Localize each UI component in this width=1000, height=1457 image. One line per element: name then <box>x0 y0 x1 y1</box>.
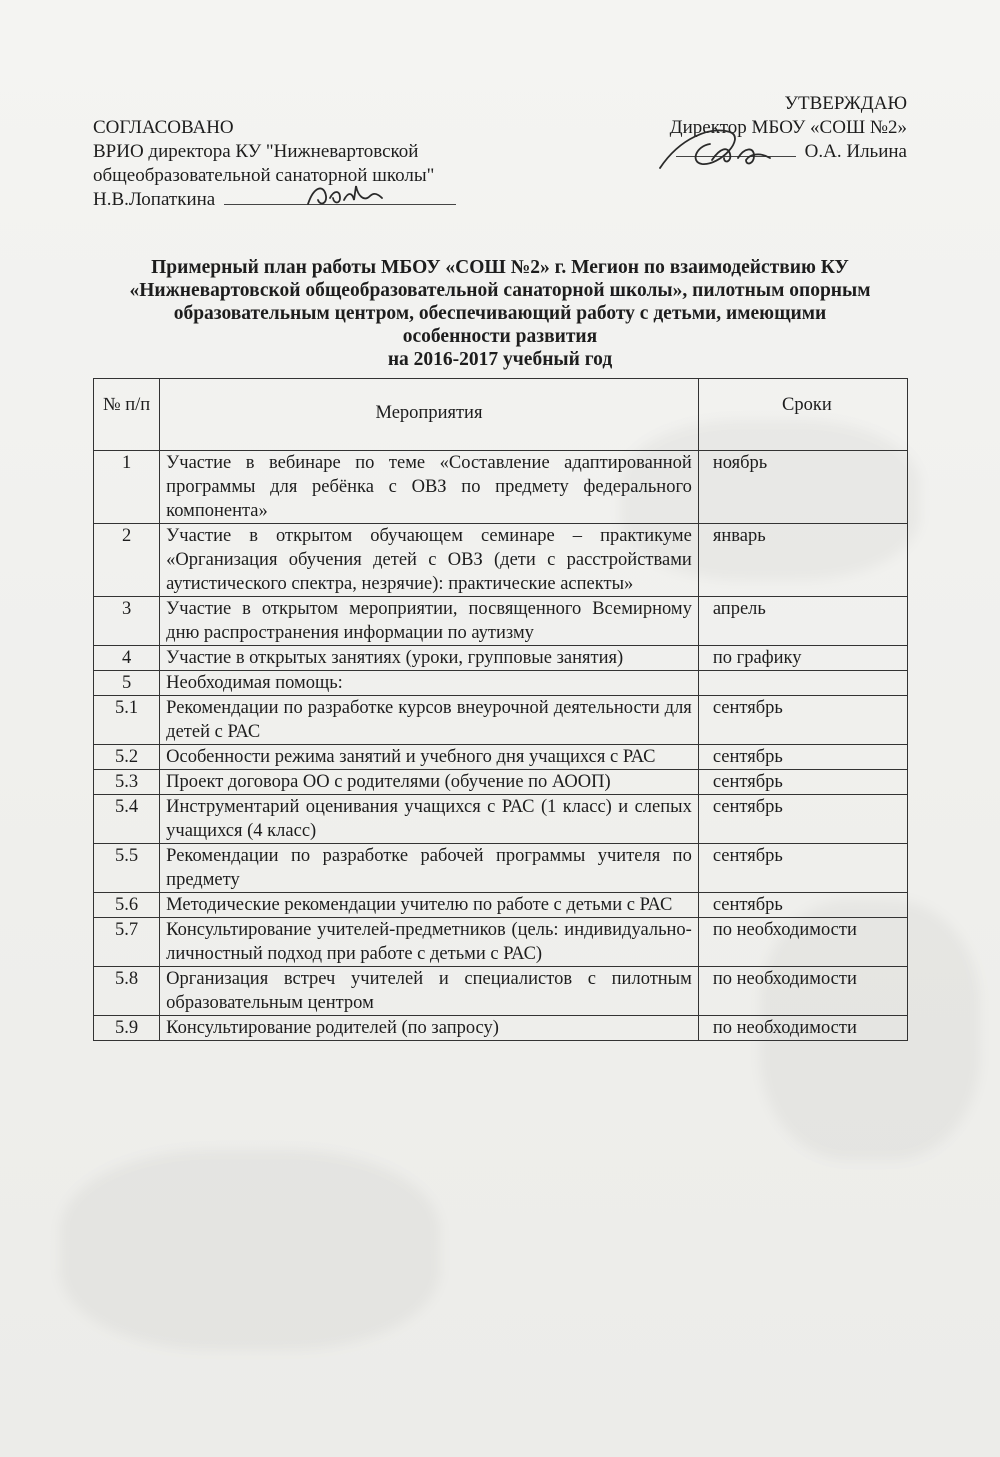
approved-signer-name: О.А. Ильина <box>804 141 907 162</box>
agreed-position-line2: общеобразовательной санаторной школы" <box>93 165 435 186</box>
row-number: 5.4 <box>94 795 160 844</box>
title-line-1: Примерный план работы МБОУ «СОШ №2» г. Мегион по взаимодействию КУ <box>151 257 849 278</box>
row-number: 1 <box>94 451 160 524</box>
row-activity: Участие в открытом мероприятии, посвященного Всемирному дню распространения информации по аутизму <box>160 597 699 646</box>
row-activity: Рекомендации по разработке курсов внеурочной деятельности для детей с РАС <box>160 696 699 745</box>
row-activity: Консультирование родителей (по запросу) <box>160 1016 699 1041</box>
row-number: 3 <box>94 597 160 646</box>
row-number: 4 <box>94 646 160 671</box>
row-activity: Методические рекомендации учителю по работе с детьми с РАС <box>160 893 699 918</box>
row-activity: Рекомендации по разработке рабочей программы учителя по предмету <box>160 844 699 893</box>
row-date: январь <box>698 524 907 597</box>
header-dates: Сроки <box>698 379 907 451</box>
table-row <box>94 671 908 696</box>
table-row <box>94 451 908 524</box>
approval-block-agreed <box>93 116 493 212</box>
table-row <box>94 967 908 1016</box>
row-activity: Организация встреч учителей и специалистов с пилотным образовательным центром <box>160 967 699 1016</box>
approved-heading: УТВЕРЖДАЮ <box>784 93 907 114</box>
row-number: 5.9 <box>94 1016 160 1041</box>
row-activity: Участие в открытом обучающем семинаре – практикуме «Организация обучения детей с ОВЗ (дети с расстройствами аутистического спектра, незрячие): практические аспекты» <box>160 524 699 597</box>
row-date: по необходимости <box>698 918 907 967</box>
table-row <box>94 844 908 893</box>
row-number: 5.2 <box>94 745 160 770</box>
agreed-position-line1: ВРИО директора КУ "Нижневартовской <box>93 141 419 162</box>
title-line-2: «Нижневартовской общеобразовательной санаторной школы», пилотным опорным <box>129 280 871 301</box>
document-title <box>100 256 900 371</box>
row-number: 5 <box>94 671 160 696</box>
table-row <box>94 893 908 918</box>
row-activity: Участие в вебинаре по теме «Составление адаптированной программы для ребёнка с ОВЗ по предмету федерального компонента» <box>160 451 699 524</box>
row-activity: Участие в открытых занятиях (уроки, групповые занятия) <box>160 646 699 671</box>
row-activity: Консультирование учителей-предметников (цель: индивидуально-личностный подход при работе с детьми с РАС) <box>160 918 699 967</box>
row-date: сентябрь <box>698 893 907 918</box>
agreed-heading: СОГЛАСОВАНО <box>93 117 234 138</box>
table-row <box>94 770 908 795</box>
signature-left <box>300 176 390 216</box>
row-activity: Необходимая помощь: <box>160 671 699 696</box>
row-date: сентябрь <box>698 696 907 745</box>
row-number: 5.6 <box>94 893 160 918</box>
row-number: 5.1 <box>94 696 160 745</box>
header-activities: Мероприятия <box>160 379 699 451</box>
row-number: 5.8 <box>94 967 160 1016</box>
row-date: по необходимости <box>698 1016 907 1041</box>
row-number: 5.3 <box>94 770 160 795</box>
row-number: 5.7 <box>94 918 160 967</box>
table-row <box>94 745 908 770</box>
approved-position: Директор МБОУ «СОШ №2» <box>669 117 907 138</box>
row-date <box>698 671 907 696</box>
table-row <box>94 795 908 844</box>
table-row <box>94 597 908 646</box>
signature-right <box>650 118 800 180</box>
row-activity: Особенности режима занятий и учебного дня учащихся с РАС <box>160 745 699 770</box>
header-number: № п/п <box>94 379 160 451</box>
row-date: по графику <box>698 646 907 671</box>
row-number: 2 <box>94 524 160 597</box>
row-date: апрель <box>698 597 907 646</box>
title-line-5: на 2016-2017 учебный год <box>387 349 613 370</box>
title-line-4: особенности развития <box>402 326 598 347</box>
table-row <box>94 646 908 671</box>
table-row <box>94 1016 908 1041</box>
row-date: ноябрь <box>698 451 907 524</box>
table-row <box>94 918 908 967</box>
table-row <box>94 524 908 597</box>
row-date: сентябрь <box>698 770 907 795</box>
row-date: сентябрь <box>698 795 907 844</box>
row-date: сентябрь <box>698 745 907 770</box>
scan-smudge <box>60 1150 440 1350</box>
row-number: 5.5 <box>94 844 160 893</box>
row-activity: Проект договора ОО с родителями (обучение по АООП) <box>160 770 699 795</box>
title-line-3: образовательным центром, обеспечивающий работу с детьми, имеющими <box>173 303 827 324</box>
table-row <box>94 696 908 745</box>
row-date: по необходимости <box>698 967 907 1016</box>
row-date: сентябрь <box>698 844 907 893</box>
row-activity: Инструментарий оценивания учащихся с РАС (1 класс) и слепых учащихся (4 класс) <box>160 795 699 844</box>
table-header-row <box>94 379 908 451</box>
agreed-signer-name: Н.В.Лопаткина <box>93 189 216 210</box>
work-plan-table <box>93 378 908 1041</box>
